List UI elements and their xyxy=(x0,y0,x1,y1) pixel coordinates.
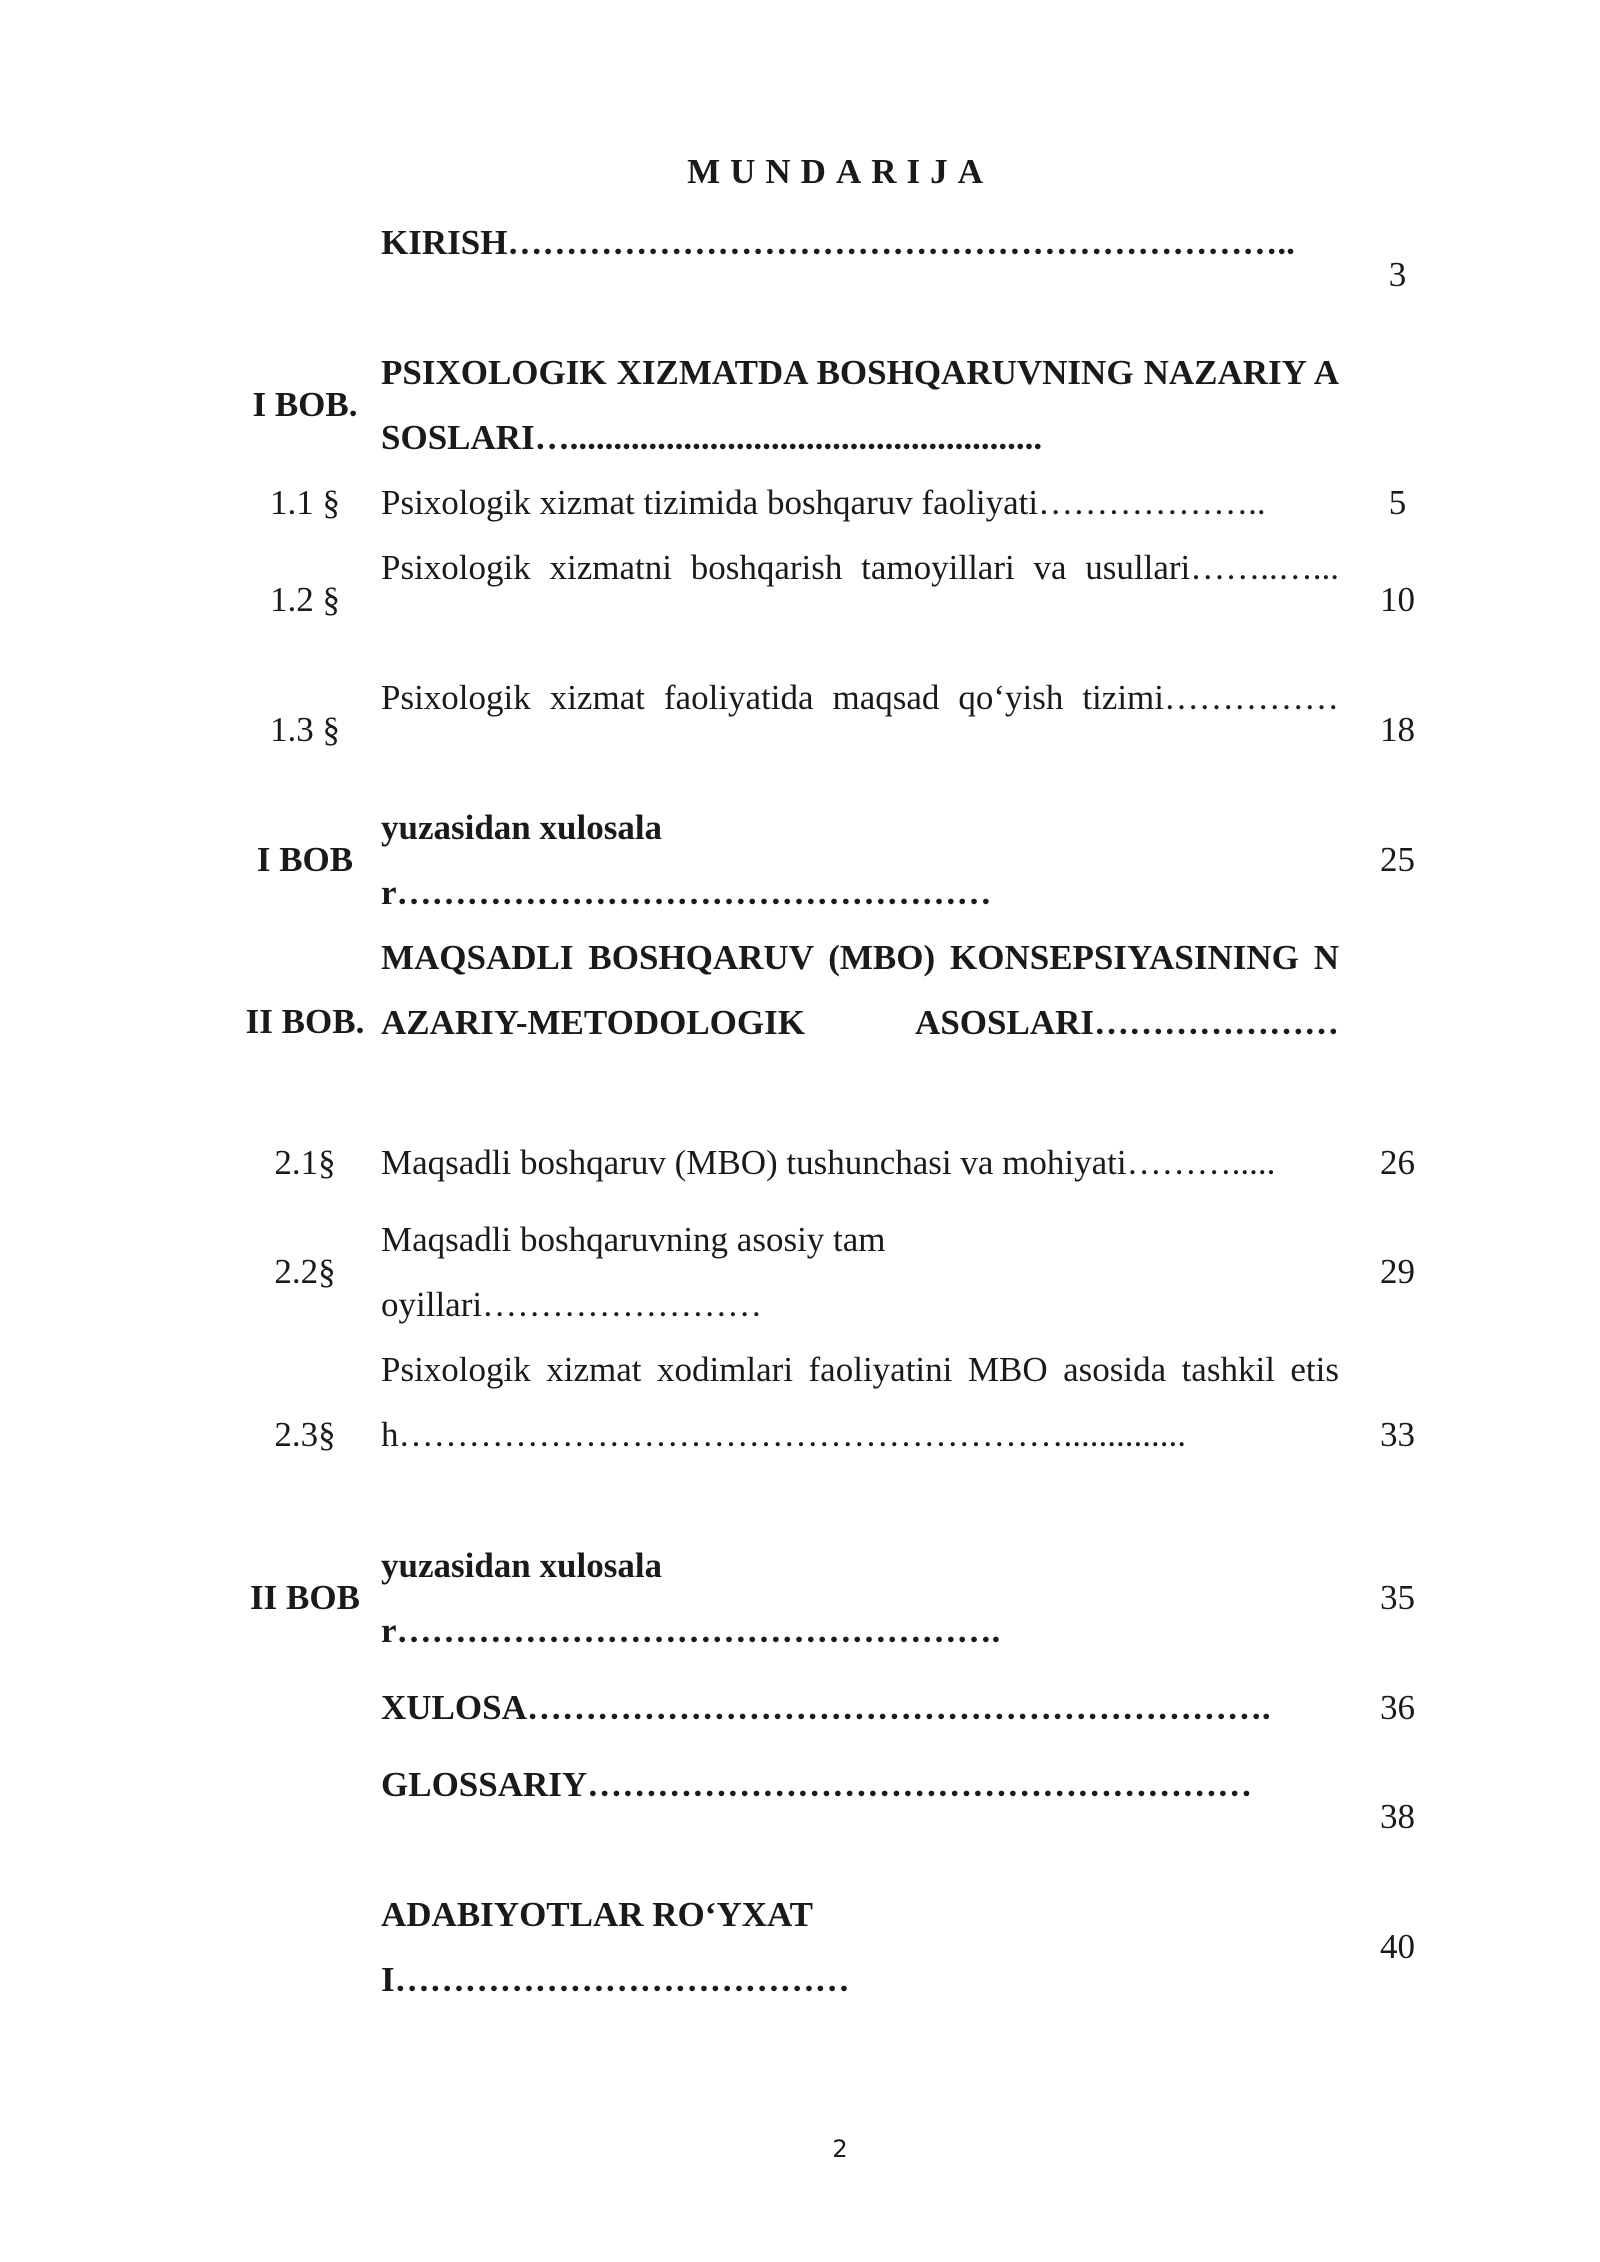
entry-page: 25 xyxy=(1380,840,1415,879)
entry-label: II BOB xyxy=(250,1578,360,1617)
entry-text: MAQSADLI BOSHQARUV (MBO) KONSEPSIYASINING NAZARIY-METODOLOGIK ASOSLARI………………… xyxy=(381,938,1339,1042)
entry-label: 2.1§ xyxy=(274,1143,336,1182)
entry-text: yuzasidan xulosalar……………………………………………. xyxy=(381,1546,1001,1650)
entry-page: 10 xyxy=(1380,580,1415,619)
entry-page: 33 xyxy=(1380,1415,1415,1454)
entry-label: II BOB. xyxy=(245,1002,365,1041)
entry-label: 1.1 § xyxy=(270,483,340,522)
entry-page: 38 xyxy=(1380,1797,1415,1836)
entry-text: Psixologik xizmatni boshqarish tamoyillari va usullari……..…... xyxy=(381,548,1339,587)
entry-page: 3 xyxy=(1388,255,1407,294)
entry-text: Psixologik xizmat xodimlari faoliyatini MBO asosida tashkil etish………………………………………………….............. xyxy=(381,1350,1339,1454)
entry-page: 5 xyxy=(1388,483,1407,522)
entry-text: XULOSA………………………………………………………. xyxy=(381,1688,1271,1727)
entry-text: Psixologik xizmat tizimida boshqaruv faoliyati……………….. xyxy=(381,483,1266,522)
entry-label: 2.2§ xyxy=(274,1252,336,1291)
entry-page: 26 xyxy=(1380,1143,1415,1182)
entry-text: Maqsadli boshqaruv (MBO) tushunchasi va mohiyati………..... xyxy=(381,1143,1276,1182)
entry-label: 2.3§ xyxy=(274,1415,336,1454)
entry-text: Maqsadli boshqaruvning asosiy tamoyillari…………………… xyxy=(381,1220,886,1324)
entry-text: GLOSSARIY………………………………………………… xyxy=(381,1765,1253,1804)
entry-label: I BOB xyxy=(256,840,354,879)
page-number: 2 xyxy=(832,2135,848,2163)
entry-text: ADABIYOTLAR RO‘YXATI………………………………… xyxy=(381,1895,850,1999)
entry-page: 18 xyxy=(1380,710,1415,749)
entry-page: 35 xyxy=(1380,1578,1415,1617)
entry-label: 1.2 § xyxy=(270,580,340,619)
entry-text: yuzasidan xulosalar…………………………………………… xyxy=(381,808,992,912)
entry-page: 36 xyxy=(1380,1688,1415,1727)
entry-text: PSIXOLOGIK XIZMATDA BOSHQARUVNING NAZARIY ASOSLARI…...................................................... xyxy=(381,353,1339,457)
toc-title: MUNDARIJA xyxy=(687,152,993,191)
entry-page: 29 xyxy=(1380,1252,1415,1291)
entry-page: 40 xyxy=(1380,1927,1415,1966)
entry-text: KIRISH………………………………………………………….. xyxy=(381,223,1295,262)
entry-label: 1.3 § xyxy=(270,710,340,749)
entry-text: Psixologik xizmat faoliyatida maqsad qo‘yish tizimi…………… xyxy=(381,678,1339,717)
entry-label: I BOB. xyxy=(252,385,358,424)
